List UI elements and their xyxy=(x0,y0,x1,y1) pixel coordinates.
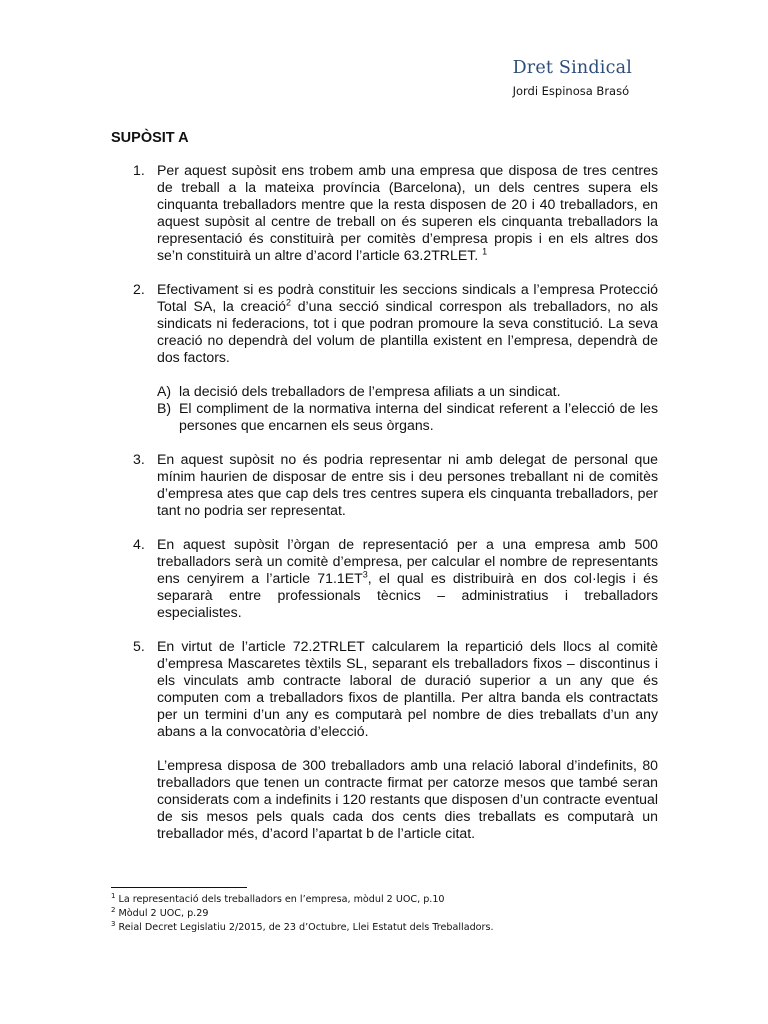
item-text: Efectivament si es podrà constituir les seccions sindicals a l’empresa Protecció Total SA, la creació$^2$ d’una secció sindical correspon als treballadors, no als sindicats ni federacions, tot i que podran promoure la seva constitució. La seva creació no dependrà del volum de plantilla existent en l’empresa, dependrà de dos factors. xyxy=(157,281,658,365)
footnote: $^3$ Reial Decret Legislatiu 2/2015, de 23 d’Octubre, Llei Estatut dels Treballadors. xyxy=(111,919,494,933)
sub-item-letter: B) xyxy=(157,400,172,416)
list-item xyxy=(111,536,658,621)
footnote-mark: 3 xyxy=(111,919,116,928)
item-text: En aquest supòsit l’òrgan de representació per a una empresa amb 500 treballadors serà un comitè d’empresa, per calcular el nombre de representants ens cenyirem a l’article $71.1ET^3$, el qual es distribuirà en dos col·legis i és separarà entre professionals tècnics – administratius i treballadors especialistes. xyxy=(157,536,658,620)
item-number: 1. xyxy=(133,162,145,178)
sub-item xyxy=(157,383,658,400)
header-author: Jordi Espinosa Brasó xyxy=(512,84,630,98)
footnote: $^1$ La representació dels treballadors en l’empresa, mòdul 2 UOC, p.10 xyxy=(111,891,445,905)
list-item xyxy=(111,162,658,264)
item-text: En virtut de l’article 72.2TRLET calcularem la repartició dels llocs al comitè d’empresa Mascaretes tèxtils SL, separant els treballadors fixos – discontinus i els vinculats amb contracte laboral de duració superior a un any que és computen com a treballadors fixos de plantilla. Per altra banda els contractats per un termini d’un any es computarà pel nombre de dies treballats d’un any abans a la convocatòria d’elecció. xyxy=(157,638,658,739)
list-item xyxy=(111,281,658,434)
item-number: 5. xyxy=(133,638,145,654)
footnote: $^2$ Mòdul 2 UOC, p.29 xyxy=(111,905,209,919)
item-text: En aquest supòsit no és podria representar ni amb delegat de personal que mínim haurien de disposar de entre sis i deu persones treballant ni de comitès d’empresa ates que cap dels tres centres supera els cinquanta treballadors, per tant no podria ser representat. xyxy=(157,451,658,518)
sub-item-text: El compliment de la normativa interna del sindicat referent a l’elecció de les persones que encarnen els seus òrgans. xyxy=(179,400,658,433)
footnote-ref[interactable]: 1 xyxy=(482,246,488,257)
item-number: 2. xyxy=(133,281,145,297)
footnote-mark: 2 xyxy=(111,905,116,914)
numbered-list xyxy=(111,162,658,842)
section-title: SUPÒSIT A xyxy=(111,130,189,146)
footnote-ref[interactable]: 3 xyxy=(362,569,368,580)
item-text-continuation: L’empresa disposa de 300 treballadors amb una relació laboral d’indefinits, 80 treballadors que tenen un contracte firmat per catorze mesos que també seran considerats com a indefinits i 120 restants que disposen d’un contracte eventual de sis mesos pels quals cada dos cents dies treballats es computarà un treballador més, d’acord l’apartat b de l’article citat. xyxy=(157,757,658,841)
footnote-ref[interactable]: 2 xyxy=(286,297,292,308)
item-number: 3. xyxy=(133,451,145,467)
footnote-separator xyxy=(111,887,247,888)
running-header xyxy=(513,58,632,98)
list-item xyxy=(111,451,658,519)
footnotes xyxy=(111,893,494,935)
item-number: 4. xyxy=(133,536,145,552)
sub-item xyxy=(157,400,658,434)
sub-item-letter: A) xyxy=(157,383,172,399)
document-body xyxy=(111,162,658,859)
item-text: Per aquest supòsit ens trobem amb una empresa que disposa de tres centres de treball a la mateixa província (Barcelona), un dels centres supera els cinquanta treballadors mentre que la resta disposen de 20 i 40 treballadors, en aquest supòsit al centre de treball on és superen els cinquanta treballadors la representació és constituirà per comitès d’empresa propis i en els altres dos se’n constituirà un altre d’acord l’article 63.2TRLET. $^1$ xyxy=(157,162,658,263)
sub-item-text: la decisió dels treballadors de l’empresa afiliats a un sindicat. xyxy=(179,383,561,399)
footnote-mark: 1 xyxy=(111,891,116,900)
sub-list xyxy=(157,383,658,434)
header-title: Dret Sindical xyxy=(512,58,632,78)
list-item xyxy=(111,638,658,842)
